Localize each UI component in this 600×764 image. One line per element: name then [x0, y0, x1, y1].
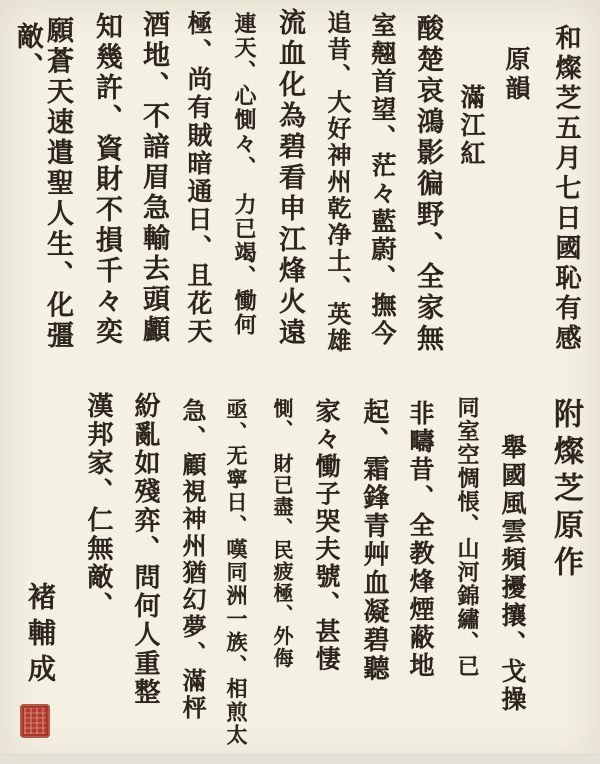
bottom-poem-column-10: 漢邦家、仁無敵、: [83, 392, 113, 620]
top-poem-column-6: 極、尚有賊暗通日、且花天: [184, 10, 213, 346]
top-poem-column-7: 酒地、不諳眉急輸去頭顱: [138, 10, 169, 346]
bottom-poem-column-1: 舉國風雲頻擾攘、戈操: [498, 434, 527, 714]
bottom-poem-column-9: 紛亂如殘弈、問何人重整: [130, 392, 160, 707]
top-poem-column-5: 連天、心惻々、 力已竭、慟何: [231, 12, 257, 337]
preface-column: 和燦芝五月七日國恥有感: [551, 24, 581, 354]
bottom-poem-column-6: 惻、 財已盡、民疲極、外侮: [270, 398, 294, 669]
top-poem-column-4: 流血化為碧看申江烽火遠: [274, 8, 305, 349]
photo-edge: [0, 754, 600, 764]
top-poem-column-2: 室翹首望、茫々藍蔚、撫今: [368, 12, 397, 348]
top-poem-column-3: 追昔、大好神州乾净土、英雄: [323, 10, 352, 355]
bottom-poem-column-2: 同室空惆悵、山河錦繡、已: [454, 396, 480, 678]
bottom-poem-column-5: 家々慟子哭夫號、甚悽: [312, 398, 341, 673]
poem-title-column: 滿江紅: [457, 84, 486, 168]
bottom-poem-column-4: 起、霜鋒青艸血凝碧聽: [359, 398, 389, 683]
bottom-poem-column-7: 亟、无寧日、嘆同洲一族、相煎太: [224, 398, 249, 748]
attached-heading-column: 附燦芝原作: [548, 398, 583, 583]
top-poem-column-1: 酸楚哀鴻影徧野、全家無: [412, 14, 443, 355]
top-poem-column-9: 願蒼天速遣聖人生、化彊: [42, 16, 73, 352]
top-poem-column-10: 敵、: [12, 22, 43, 82]
rhyme-note-column: 原韻: [502, 46, 531, 104]
bottom-poem-column-8: 急、顧視神州猶幻夢、滿枰: [178, 398, 207, 722]
signature-column: 褚輔成: [24, 582, 57, 690]
top-poem-column-8: 知幾許、資財不損千々奕: [91, 12, 122, 348]
artist-seal-icon: [20, 704, 50, 738]
bottom-poem-column-3: 非疇昔、全教烽煙蔽地: [406, 400, 435, 680]
